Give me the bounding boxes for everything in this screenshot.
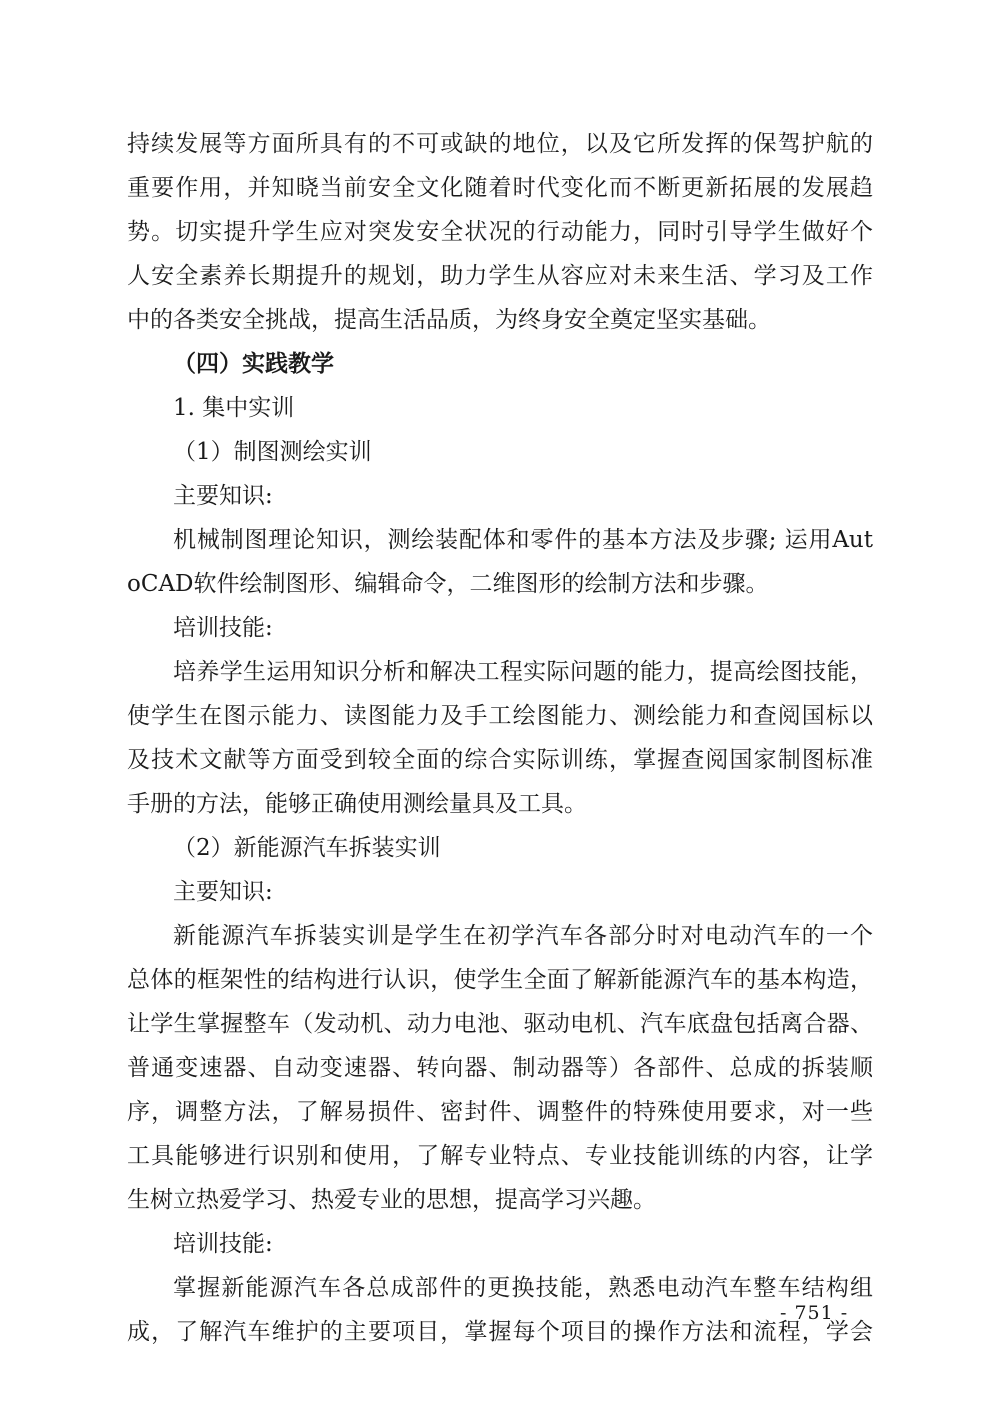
paragraph-line: 掌握新能源汽车各总成部件的更换技能，熟悉电动汽车整车结构组 — [173, 1275, 873, 1301]
paragraph-line: 工具能够进行识别和使用，了解专业特点、专业技能训练的内容，让学 — [127, 1143, 873, 1169]
paragraph-line: 成，了解汽车维护的主要项目，掌握每个项目的操作方法和流程，学会 — [127, 1319, 873, 1345]
label-main-knowledge: 主要知识: — [173, 879, 273, 905]
paragraph-line: 中的各类安全挑战，提高生活品质，为终身安全奠定坚实基础。 — [127, 307, 771, 333]
paragraph-line: 总体的框架性的结构进行认识，使学生全面了解新能源汽车的基本构造， — [127, 967, 873, 993]
page-number: - 751 - — [780, 1302, 849, 1324]
label-training-skills: 培训技能: — [173, 1231, 273, 1257]
paragraph-line: 持续发展等方面所具有的不可或缺的地位，以及它所发挥的保驾护航的 — [127, 131, 873, 157]
document-body — [127, 122, 873, 1354]
paragraph-line: 生树立热爱学习、热爱专业的思想，提高学习兴趣。 — [127, 1187, 656, 1213]
label-main-knowledge: 主要知识: — [173, 483, 273, 509]
paragraph-line: 人安全素养长期提升的规划，助力学生从容应对未来生活、学习及工作 — [127, 263, 873, 289]
paragraph-line: oCAD软件绘制图形、编辑命令，二维图形的绘制方法和步骤。 — [127, 571, 769, 597]
paragraph-line: 势。切实提升学生应对突发安全状况的行动能力，同时引导学生做好个 — [127, 219, 873, 245]
item-heading: （2）新能源汽车拆装实训 — [173, 835, 441, 861]
paragraph-line: 手册的方法，能够正确使用测绘量具及工具。 — [127, 791, 587, 817]
subsection-heading: 1. 集中实训 — [173, 395, 295, 421]
paragraph-line: 机械制图理论知识，测绘装配体和零件的基本方法及步骤; 运用Aut — [173, 527, 873, 553]
item-heading: （1）制图测绘实训 — [173, 439, 372, 465]
paragraph-line: 序，调整方法，了解易损件、密封件、调整件的特殊使用要求，对一些 — [127, 1099, 873, 1125]
label-training-skills: 培训技能: — [173, 615, 273, 641]
paragraph-line: 重要作用，并知晓当前安全文化随着时代变化而不断更新拓展的发展趋 — [127, 175, 873, 201]
paragraph-line: 使学生在图示能力、读图能力及手工绘图能力、测绘能力和查阅国标以 — [127, 703, 873, 729]
paragraph-line: 新能源汽车拆装实训是学生在初学汽车各部分时对电动汽车的一个 — [173, 923, 873, 949]
section-heading: （四）实践教学 — [173, 350, 334, 377]
paragraph-line: 普通变速器、自动变速器、转向器、制动器等）各部件、总成的拆装顺 — [127, 1055, 873, 1081]
paragraph-line: 及技术文献等方面受到较全面的综合实际训练，掌握查阅国家制图标准 — [127, 747, 873, 773]
paragraph-line: 培养学生运用知识分析和解决工程实际问题的能力，提高绘图技能， — [173, 659, 873, 685]
paragraph-line: 让学生掌握整车（发动机、动力电池、驱动电机、汽车底盘包括离合器、 — [127, 1011, 873, 1037]
